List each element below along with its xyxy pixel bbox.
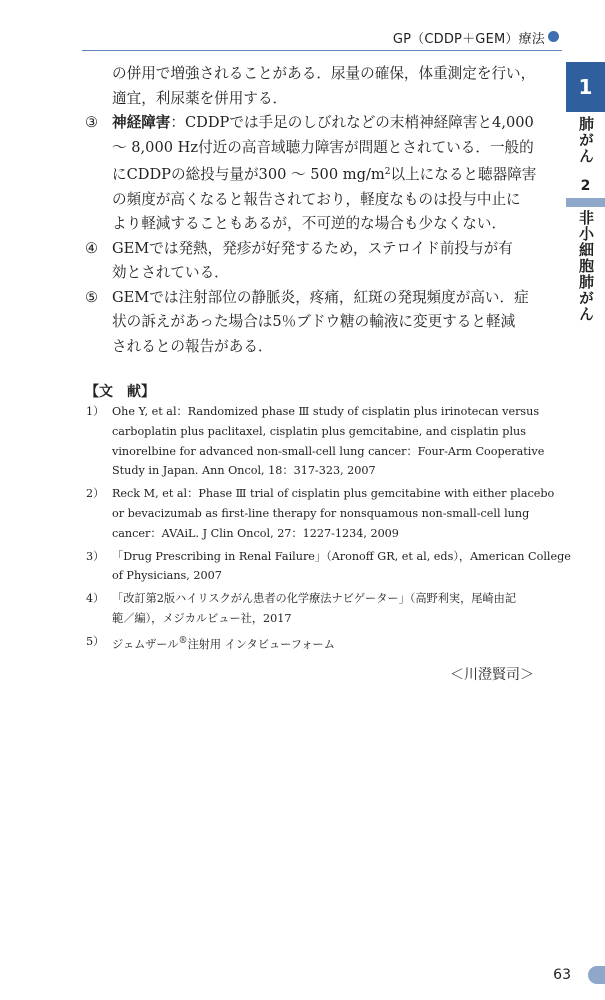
item-5-line: 状の訴えがあった場合は5％ブドウ糖の輸液に変更すると軽減 [112,313,516,330]
reference-line: Reck M, et al：Phase Ⅲ trial of cisplatin plus gemcitabine with either placebo [112,487,555,501]
item-3-line: より軽減することもあるが，不可逆的な場合も少なくない． [112,215,507,232]
reference-line: vinorelbine for advanced non-small-cell lung cancer：Four-Arm Cooperative [112,444,545,458]
section-title-vertical: 非小細胞肺がん [577,210,595,322]
item-4-number: ④ [85,239,99,257]
item-5-line: されるとの報告がある． [112,337,273,355]
continuation-line: 適宜，利尿薬を併用する． [112,89,288,107]
item-4-line: 効とされている． [112,264,229,281]
reference-number: 2） [86,487,105,501]
reference-item [86,484,555,543]
item-3-text: 以上になると聴器障害 [390,166,537,183]
item-5-number: ⑤ [85,288,99,306]
header-bullet-dot [548,31,559,42]
item-3-line [85,111,551,136]
reference-line [112,632,551,655]
reference-number: 3） [86,549,105,563]
reference-item [86,632,551,655]
continuation-line: の併用で増強されることがある．尿量の確保，体重測定を行い， [112,65,536,82]
item-3-number: ③ [85,114,99,131]
item-3-line: 〜 8,000 Hz付近の高音域聴力障害が問題とされている．一般的 [112,138,534,156]
item-4-text: GEMでは発熱，発疹が好発するため，ステロイド前投与が有 [112,239,513,257]
reference-line: cancer：AVAiL. J Clin Oncol, 27：1227-1234, 2009 [112,526,399,540]
reference-number: 5） [86,634,105,648]
registered-mark: ® [178,635,188,646]
chapter-title-vertical: 肺がん [577,116,595,164]
references-list [86,402,571,658]
item-3-text: ：CDDPでは手足のしびれなどの末梢神経障害と4,000 [170,114,534,131]
page-edge-tab [588,966,605,984]
reference-line: Ohe Y, et al：Randomized phase Ⅲ study of cisplatin plus irinotecan versus [112,405,540,418]
page-number: 63 [553,967,571,983]
item-4-line [85,237,551,262]
item-3-text: にCDDPの総投与量が300 〜 500 mg/m [112,166,385,183]
reference-line: 「Drug Prescribing in Renal Failure」（Aronoff GR, et al, eds），American College [112,549,571,563]
reference-line: or bevacizumab as first-line therapy for nonsquamous non-small-cell lung [112,506,530,520]
header-rule [82,50,562,51]
item-5-text: GEMでは注射部位の静脈炎，疼痛，紅斑の発現頻度が高い．症 [112,288,529,306]
reference-line: of Physicians, 2007 [112,569,222,583]
body-text [85,62,551,359]
author-signature: ＜川澄賢司＞ [450,667,534,683]
section-bar [566,198,605,207]
reference-line: carboplatin plus paclitaxel, cisplatin plus gemcitabine, and cisplatin plus [112,424,526,438]
running-header-title: GP（CDDP＋GEM）療法 [392,32,545,47]
section-number: 2 [580,178,591,194]
reference-item [86,547,571,587]
reference-line: 範／編），メジカルビュー社，2017 [112,611,292,625]
reference-line: Study in Japan. Ann Oncol, 18：317-323, 2007 [112,464,376,478]
reference-text: ジェムザール [112,637,179,651]
item-3-keyword: 神経障害 [112,114,171,131]
reference-number: 4） [86,592,105,606]
references-heading: 【文 献】 [85,384,155,400]
item-3-line [85,160,551,188]
chapter-number-tab: 1 [566,62,605,112]
reference-line: 「改訂第2版ハイリスクがん患者の化学療法ナビゲーター」（高野利実，尾崎由記 [112,592,517,606]
reference-text: 注射用 インタビューフォーム [187,637,335,651]
item-5-line [85,286,551,311]
reference-item [86,402,551,481]
reference-number: 1） [86,405,105,418]
reference-item [86,589,551,629]
item-3-line: の頻度が高くなると報告されており，軽度なものは投与中止に [112,190,521,208]
superscript-2: 2 [384,167,391,177]
